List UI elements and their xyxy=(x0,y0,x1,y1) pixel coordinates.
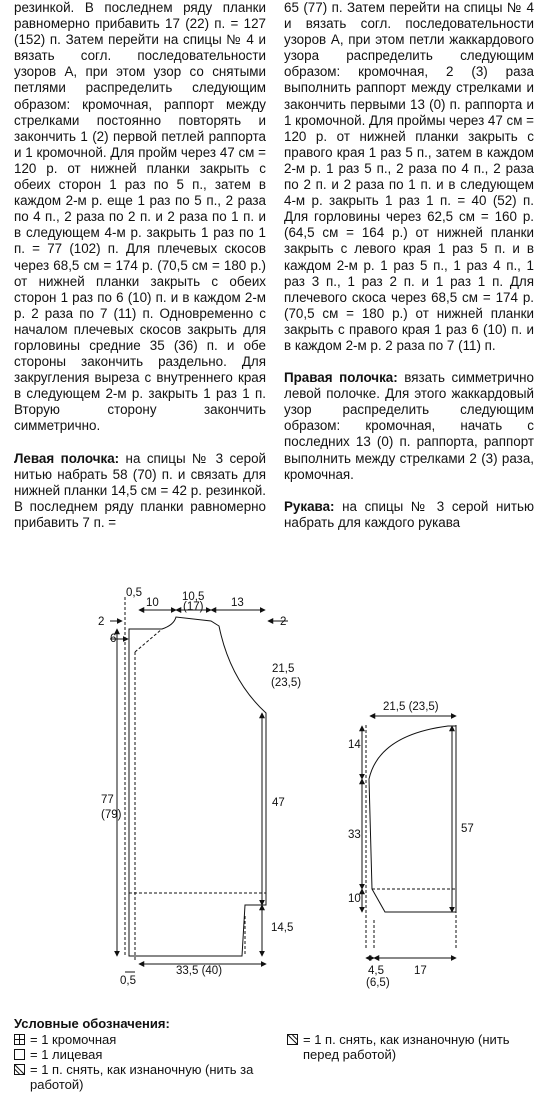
body-schematic xyxy=(110,597,288,972)
legend-item-slip-back xyxy=(14,1062,279,1092)
label-2-left: 2 xyxy=(98,616,105,628)
text-left-front: на спицы № 3 серой нитью набрать 58 (70) п. и связать для нижней планки 14,5 см = 42 р. резинкой. В последнем ряду планки равномерно прибавить 7 п. = xyxy=(14,450,266,530)
legend-item-knit-stitch xyxy=(14,1047,279,1062)
legend-text-edge-stitch: = 1 кромочная xyxy=(30,1032,117,1047)
label-0-5-top: 0,5 xyxy=(126,587,142,599)
paragraph-left-front-continued: 65 (77) п. Затем перейти на спицы № 4 и вязать согл. последовательности узоров А, при этом петли жаккардового узора распределить следующим образом: кромочная, 2 (3) раза выполнить раппорт между стрелками и закончить первыми 13 (0) п. раппорта и 1 кромочной. Для проймы через 47 см = 120 р. от нижней планки закрыть с правого края 1 раз 5 п., затем в каждом 2-м р. 1 раз 5 п., 2 раза по 4 п., 2 раза по 2 п. и 2 раза по 1 п. и в следующем 4-м р. закрыть 1 раз 1 п. = 40 (52) п. Для горловины через 62,5 см = 160 р. (64,5 см = 164 р.) от нижней планки закрыть с левого края 1 раз 5 п. и в каждом 2-м р. 1 раз 5 п., 1 раз 4 п., 1 раз 3 п., 1 раз 2 п. и 1 раз 1 п. Для плечевого скоса через 68,5 см = 174 р. (70,5 см = 180 р.) от нижней планки закрыть с правого края 1 раз 6 (10) п. и в каждом 2-м р. 2 раза по 7 (11) п. xyxy=(284,0,534,353)
legend-title: Условные обозначения: xyxy=(14,1016,170,1031)
label-77: 77 xyxy=(101,794,114,806)
heading-right-front: Правая полочка: xyxy=(284,370,398,386)
slip-stitch-front-icon xyxy=(287,1034,298,1045)
label-sleeve-4-5: 4,5 xyxy=(368,965,384,977)
paragraph-left-front xyxy=(14,451,266,531)
heading-left-front: Левая полочка: xyxy=(14,450,120,466)
label-0-5-bottom: 0,5 xyxy=(120,975,136,987)
body-outline xyxy=(129,617,266,956)
label-sleeve-33: 33 xyxy=(348,829,361,841)
paragraph-right-front xyxy=(284,370,534,483)
body-measurements xyxy=(98,587,301,987)
legend-text-knit-stitch: = 1 лицевая xyxy=(30,1047,103,1062)
label-sleeve-14: 14 xyxy=(348,739,361,751)
label-13: 13 xyxy=(231,597,244,609)
label-sleeve-21-5: 21,5 (23,5) xyxy=(383,701,439,713)
label-33-5: 33,5 (40) xyxy=(176,965,223,977)
label-6: 6 xyxy=(110,633,117,645)
heading-sleeves: Рукава: xyxy=(284,498,335,514)
label-79: (79) xyxy=(101,809,122,821)
pattern-schematics xyxy=(0,580,548,1000)
label-sleeve-6-5: (6,5) xyxy=(366,977,390,989)
label-23-5: (23,5) xyxy=(271,677,302,689)
label-sleeve-17: 17 xyxy=(414,965,427,977)
legend-item-edge-stitch xyxy=(14,1032,279,1047)
label-10-5: 10,5 xyxy=(182,591,205,603)
label-2-right: 2 xyxy=(280,616,287,628)
label-47: 47 xyxy=(272,797,285,809)
slip-stitch-back-icon xyxy=(14,1064,25,1075)
label-10: 10 xyxy=(146,597,159,609)
label-21-5: 21,5 xyxy=(272,663,295,675)
paragraph-back-continued: резинкой. В последнем ряду планки равномерно прибавить 17 (22) п. = 127 (152) п. Затем перейти на спицы № 4 и вязать согл. последовательности узоров А, при этом узор со снятыми петлями распределить следующим образом: кромочная, раппорт между стрелками постоянно повторять и закончить 1 (2) первой петлей раппорта и 1 кромочной. Для пройм через 47 см = 120 р. от нижней планки закрыть с обеих сторон 1 раз по 5 п., затем в каждом 2-м р. еще 1 раз по 5 п., 2 раза по 4 п., 2 раза по 2 п. и 2 раза по 1 п. и в следующем 4-м р. закрыть 1 раз по 1 п. = 77 (102) п. Для плечевых скосов через 68,5 см = 174 р. (70,5 см = 180 р.) от нижней планки закрыть с обеих сторон 1 раз по 6 (10) п. и в каждом 2-м р. 2 раза по 7 (11) п. Одновременно с началом плечевых скосов закрыть для горловины средние 35 (36) п. и обе стороны закончить раздельно. Для закругления выреза с внутреннего края в следующем 2-м р. закрыть 1 раз 1 п. Вторую сторону закончить симметрично. xyxy=(14,0,266,434)
legend-text-slip-back: = 1 п. снять, как изнаночную (нить за работой) xyxy=(30,1062,254,1092)
sleeve-measurements xyxy=(348,701,474,989)
label-sleeve-57: 57 xyxy=(461,823,474,835)
text-sleeves: на спицы № 3 серой нитью набрать для каждого рукава xyxy=(284,498,534,530)
legend-text-slip-front: = 1 п. снять, как изнаночную (нить перед работой) xyxy=(303,1032,510,1062)
legend-column-left xyxy=(14,1032,279,1092)
legend xyxy=(14,1016,534,1092)
edge-stitch-icon xyxy=(14,1034,25,1045)
sleeve-schematic xyxy=(362,716,456,958)
text-column-left xyxy=(14,0,266,531)
paragraph-sleeves xyxy=(284,499,534,531)
text-right-front: вязать симметрично левой полочке. Для этого жаккардовый узор распределить следующим образом: кромочная, начать с последних 13 (0) п. раппорта, раппорт выполнить между стрелками 2 (3) раза, кромочная. xyxy=(284,370,535,482)
label-sleeve-10: 10 xyxy=(348,893,361,905)
label-17: (17) xyxy=(183,601,204,613)
sleeve-outline xyxy=(369,726,456,912)
knit-stitch-icon xyxy=(14,1049,25,1060)
legend-item-slip-front xyxy=(287,1032,537,1062)
legend-column-right xyxy=(287,1032,537,1062)
text-column-right xyxy=(284,0,534,531)
label-14-5: 14,5 xyxy=(271,922,294,934)
